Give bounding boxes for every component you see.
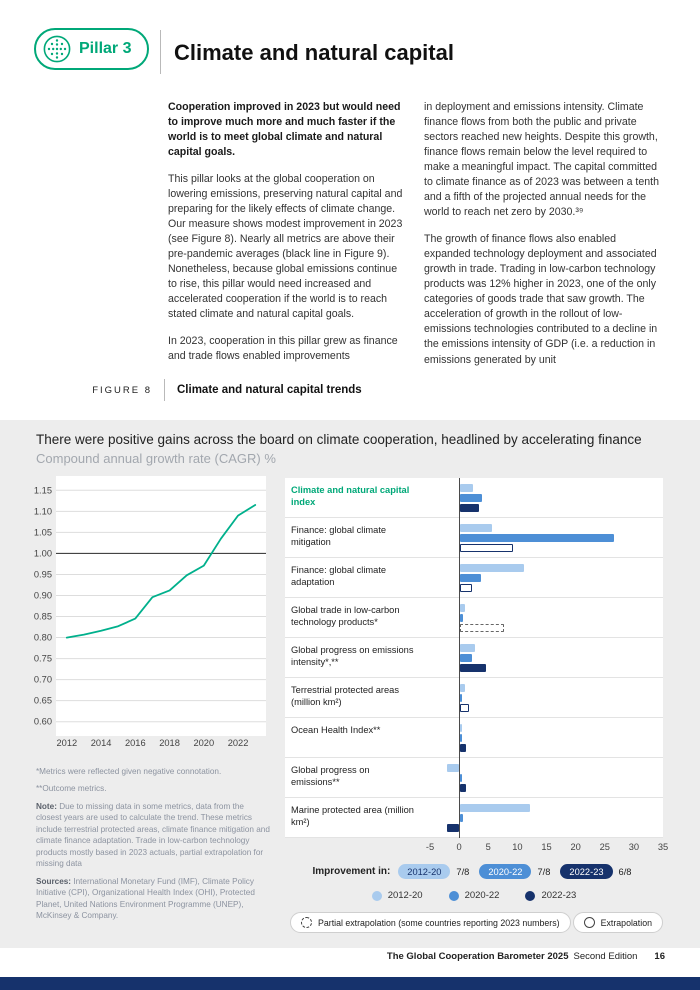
pillar-globe-icon <box>42 34 72 64</box>
improvement-badge: 2022-23 <box>560 864 612 879</box>
line-chart-svg <box>26 474 270 762</box>
bar-row <box>285 518 663 558</box>
intro-paragraph: Cooperation improved in 2023 but would need to improve much more and much faster if the world is to meet global climate and natural capital goals. <box>168 101 401 159</box>
bar-2022-23 <box>447 824 459 832</box>
bar-row-label: Ocean Health Index** <box>291 725 381 735</box>
svg-text:0.80: 0.80 <box>33 632 52 643</box>
bar-row-label: Climate and natural capital index <box>291 485 410 508</box>
bar-2022-23 <box>460 504 479 512</box>
svg-text:1.10: 1.10 <box>33 506 52 517</box>
figure-headline: There were positive gains across the board on climate cooperation, headlined by accelerating finance <box>36 432 642 447</box>
svg-text:2022: 2022 <box>227 738 249 748</box>
bar-2020-22 <box>460 654 472 662</box>
legend-series <box>285 890 663 901</box>
bar-row <box>285 798 663 838</box>
bar-row <box>285 558 663 598</box>
page-footer <box>387 951 665 962</box>
figure-caption: Climate and natural capital trends <box>177 384 362 396</box>
legend-extrapolation <box>290 912 663 933</box>
svg-text:2018: 2018 <box>159 738 180 748</box>
series-legend-item <box>525 890 576 901</box>
note-label: Note: <box>36 801 57 811</box>
line-chart <box>26 474 270 767</box>
svg-text:0.70: 0.70 <box>33 674 52 685</box>
figure-divider <box>164 379 165 401</box>
series-dot-icon <box>372 891 382 901</box>
svg-text:0.85: 0.85 <box>33 611 52 622</box>
bar-2020-22 <box>460 774 462 782</box>
figure-section <box>0 420 700 948</box>
x-tick-label: 35 <box>657 842 669 852</box>
x-tick-label: 25 <box>599 842 610 852</box>
bottom-bar <box>0 977 700 990</box>
partial-extrapolation-icon <box>301 917 312 928</box>
x-tick-label: 15 <box>541 842 552 852</box>
sources-label: Sources: <box>36 876 72 886</box>
improvement-badge: 2012-20 <box>398 864 450 879</box>
svg-text:2014: 2014 <box>90 738 112 748</box>
bar-chart <box>285 478 669 858</box>
improvement-badge: 2020-22 <box>479 864 531 879</box>
svg-text:2016: 2016 <box>124 738 146 748</box>
bar-row <box>285 638 663 678</box>
series-dot-icon <box>449 891 459 901</box>
bar-row-label: Global progress on emissions** <box>291 765 370 788</box>
bar-row <box>285 718 663 758</box>
bar-2012-20 <box>460 604 465 612</box>
legend-extrapolation-item <box>573 912 663 933</box>
figure-subtitle: Compound annual growth rate (CAGR) % <box>36 451 276 466</box>
footnote-outcome: **Outcome metrics. <box>36 784 107 794</box>
body-paragraph: This pillar looks at the global cooperation on lowering emissions, preserving natural capital and preparing for the likely effects of climate change. Our measure shows modest improvement in 2023 (see Figure 8). Nearly all metrics are above their pre-pandemic averages (black line in Figure 9). Nonetheless, because global emissions continue to rise, this pillar would need increased and accelerated cooperation if the world is to reach stated climate and natural capital goals. <box>168 173 403 321</box>
series-label: 2012-20 <box>387 890 423 901</box>
body-column-right <box>424 100 664 380</box>
bar-2022-23 <box>460 704 469 712</box>
svg-text:0.75: 0.75 <box>33 653 52 664</box>
body-paragraph: in deployment and emissions intensity. Climate finance flows from both the public and private sectors reached new heights. Despite this growth, finance flows remain below the level required to make a meaningful impact. The capital committed to climate finance as of 2023 was between a tenth and a fifth of the projected annual needs for the world to reach net zero by 2030.³⁹ <box>424 101 659 219</box>
svg-text:2012: 2012 <box>56 738 78 748</box>
bar-2012-20 <box>460 724 462 732</box>
bar-2020-22 <box>460 694 462 702</box>
sources-text: International Monetary Fund (IMF), Climate Policy Initiative (CPI), Organizational Health Index (OHI), Protected Planet, United Nations Environment Programme (UNEP), McKinsey & Company. <box>36 876 255 921</box>
improvement-score: 6/8 <box>618 866 632 877</box>
bar-2012-20 <box>460 684 465 692</box>
bar-2020-22 <box>460 494 482 502</box>
extrapolation-icon <box>584 917 595 928</box>
bar-2012-20 <box>460 804 530 812</box>
bar-chart-rows <box>285 478 663 838</box>
series-legend-item <box>372 890 423 901</box>
body-column-left <box>168 100 407 377</box>
page-number: 16 <box>654 951 665 962</box>
svg-text:0.60: 0.60 <box>33 716 52 727</box>
improvement-score: 7/8 <box>456 866 470 877</box>
x-tick-label: 0 <box>456 842 462 852</box>
series-label: 2022-23 <box>541 890 577 901</box>
svg-text:0.65: 0.65 <box>33 695 52 706</box>
bar-2012-20 <box>460 564 524 572</box>
bar-chart-x-axis <box>285 842 669 858</box>
footer-edition: Second Edition <box>573 951 638 962</box>
header-divider <box>160 30 161 74</box>
bar-row-label: Marine protected area (million km²) <box>291 805 414 828</box>
bar-2022-23 <box>460 624 504 632</box>
bar-row-label: Terrestrial protected areas (million km²) <box>291 685 399 708</box>
bar-2020-22 <box>460 574 480 582</box>
bar-row <box>285 758 663 798</box>
bar-2020-22 <box>460 534 614 542</box>
x-tick-label: 30 <box>628 842 640 852</box>
legend-improvement-label: Improvement in: <box>312 866 391 877</box>
zero-axis-line <box>459 478 460 838</box>
legend-improvement <box>285 864 663 879</box>
legend-partial-extrapolation-label: Partial extrapolation (some countries reporting 2023 numbers) <box>318 917 560 928</box>
pillar-badge-label: Pillar 3 <box>79 40 132 57</box>
bar-2020-22 <box>460 614 463 622</box>
bar-2022-23 <box>460 584 472 592</box>
legend-improvement-items <box>398 864 635 879</box>
figure-number: FIGURE 8 <box>92 384 152 396</box>
bar-row <box>285 678 663 718</box>
bar-row-label: Global progress on emissions intensity*,** <box>291 645 414 668</box>
bar-row-label: Finance: global climate adaptation <box>291 565 387 588</box>
bar-2012-20 <box>460 644 475 652</box>
svg-text:1.05: 1.05 <box>33 527 52 538</box>
body-paragraph: In 2023, cooperation in this pillar grew as finance and trade flows enabled improvements <box>168 335 398 363</box>
bar-2012-20 <box>460 484 473 492</box>
legend-extrapolation-label: Extrapolation <box>600 917 652 928</box>
pillar-badge <box>34 28 149 70</box>
body-paragraph: The growth of finance flows also enabled expanded technology deployment and associated growth in trade. Trading in low-carbon technology products was 12% higher in 2023, one of the only categories of goods trade that saw growth. The acceleration of growth in the rollout of low-emissions technologies contributed to a decline in the emissions intensity of GDP (i.e. a reduction in emissions generated by unit <box>424 233 658 366</box>
x-tick-label: 20 <box>570 842 581 852</box>
series-dot-icon <box>525 891 535 901</box>
bar-2020-22 <box>460 734 462 742</box>
x-tick-label: 10 <box>512 842 523 852</box>
svg-text:1.00: 1.00 <box>33 548 52 559</box>
footnote-note <box>36 801 270 870</box>
bar-row-label: Finance: global climate mitigation <box>291 525 387 548</box>
footer-title: The Global Cooperation Barometer 2025 <box>386 951 569 962</box>
legend-partial-extrapolation <box>290 912 571 933</box>
bar-2022-23 <box>460 544 512 552</box>
bar-2020-22 <box>460 814 463 822</box>
footnote-reflected: *Metrics were reflected given negative connotation. <box>36 767 222 776</box>
x-tick-label: -5 <box>425 842 435 852</box>
x-tick-label: 5 <box>485 842 491 852</box>
bar-2022-23 <box>460 744 466 752</box>
bar-row <box>285 598 663 638</box>
bar-row <box>285 478 663 518</box>
footnotes <box>36 766 270 928</box>
series-label: 2020-22 <box>464 890 500 901</box>
bar-2012-20 <box>447 764 459 772</box>
svg-text:2020: 2020 <box>193 738 215 748</box>
series-legend-item <box>449 890 500 901</box>
svg-text:0.95: 0.95 <box>33 569 52 580</box>
bar-2022-23 <box>460 784 466 792</box>
improvement-score: 7/8 <box>537 866 551 877</box>
bar-2012-20 <box>460 524 492 532</box>
bar-row-label: Global trade in low-carbon technology products* <box>291 605 400 628</box>
svg-text:0.90: 0.90 <box>33 590 52 601</box>
note-text: Due to missing data in some metrics, data from the closest years are used to calculate the trend. These metrics include terrestrial protected areas, climate finance mitigation and climate finance adaptation. Trade in low-carbon technology products mostly based in 2023 actuals, partial extrapolation for missing data <box>36 801 270 869</box>
bar-2022-23 <box>460 664 486 672</box>
page-title: Climate and natural capital <box>174 40 454 65</box>
svg-text:1.15: 1.15 <box>33 485 52 496</box>
footnote-sources <box>36 876 270 922</box>
figure-label-row <box>34 379 362 401</box>
